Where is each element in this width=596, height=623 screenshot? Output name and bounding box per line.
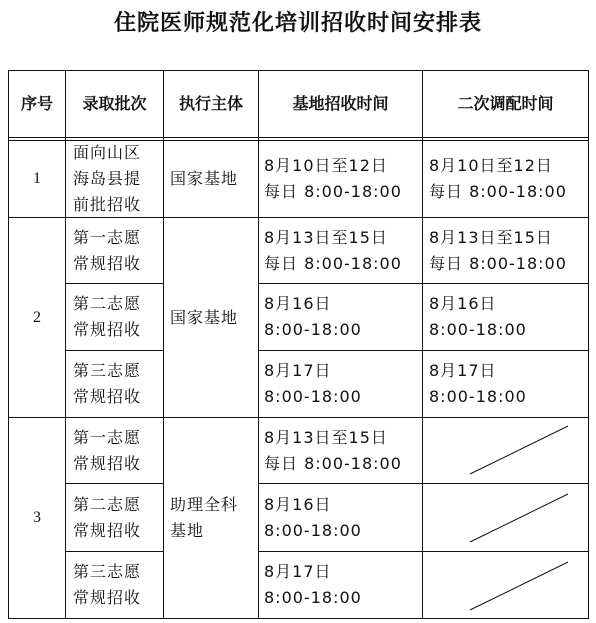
batch-cell: 第一志愿 常规招收 bbox=[73, 227, 142, 273]
batch-cell: 第三志愿 常规招收 bbox=[73, 562, 142, 607]
row-seq: 2 bbox=[33, 308, 41, 326]
batch-cell: 第一志愿 常规招收 bbox=[73, 427, 142, 473]
batch-cell: 第三志愿 常规招收 bbox=[73, 361, 142, 406]
header-recruit-time: 基地招收时间 bbox=[292, 94, 389, 113]
header-realloc-time: 二次调配时间 bbox=[457, 94, 554, 113]
recruit-time-cell: 8月16日 8:00-18:00 bbox=[264, 294, 362, 339]
not-applicable-slash bbox=[470, 562, 568, 610]
not-applicable-slash bbox=[470, 426, 568, 474]
realloc-time-cell: 8月13日至15日 每日 8:00-18:00 bbox=[429, 227, 567, 273]
entity-cell: 助理全科 基地 bbox=[170, 495, 239, 540]
row-seq: 1 bbox=[33, 170, 41, 187]
not-applicable-slash bbox=[470, 494, 568, 542]
realloc-time-cell: 8月17日 8:00-18:00 bbox=[429, 361, 527, 406]
row-seq: 3 bbox=[33, 509, 41, 526]
recruit-time-cell: 8月13日至15日 每日 8:00-18:00 bbox=[264, 427, 402, 473]
batch-cell: 面向山区 海岛县提 前批招收 bbox=[73, 143, 142, 214]
header-entity: 执行主体 bbox=[178, 94, 243, 113]
recruit-time-cell: 8月17日 8:00-18:00 bbox=[264, 562, 362, 607]
recruit-time-cell: 8月16日 8:00-18:00 bbox=[264, 494, 362, 540]
entity-cell: 国家基地 bbox=[170, 307, 239, 327]
page-title: 住院医师规范化培训招收时间安排表 bbox=[113, 10, 482, 36]
header-seq: 序号 bbox=[20, 94, 53, 113]
header-batch: 录取批次 bbox=[82, 94, 147, 113]
recruit-time-cell: 8月17日 8:00-18:00 bbox=[264, 361, 362, 406]
batch-cell: 第二志愿 常规招收 bbox=[73, 494, 142, 540]
entity-cell: 国家基地 bbox=[170, 169, 239, 188]
realloc-time-cell: 8月16日 8:00-18:00 bbox=[429, 294, 527, 339]
batch-cell: 第二志愿 常规招收 bbox=[73, 294, 142, 339]
recruit-time-cell: 8月10日至12日 每日 8:00-18:00 bbox=[264, 156, 402, 201]
recruit-time-cell: 8月13日至15日 每日 8:00-18:00 bbox=[264, 227, 402, 273]
realloc-time-cell: 8月10日至12日 每日 8:00-18:00 bbox=[429, 156, 567, 201]
